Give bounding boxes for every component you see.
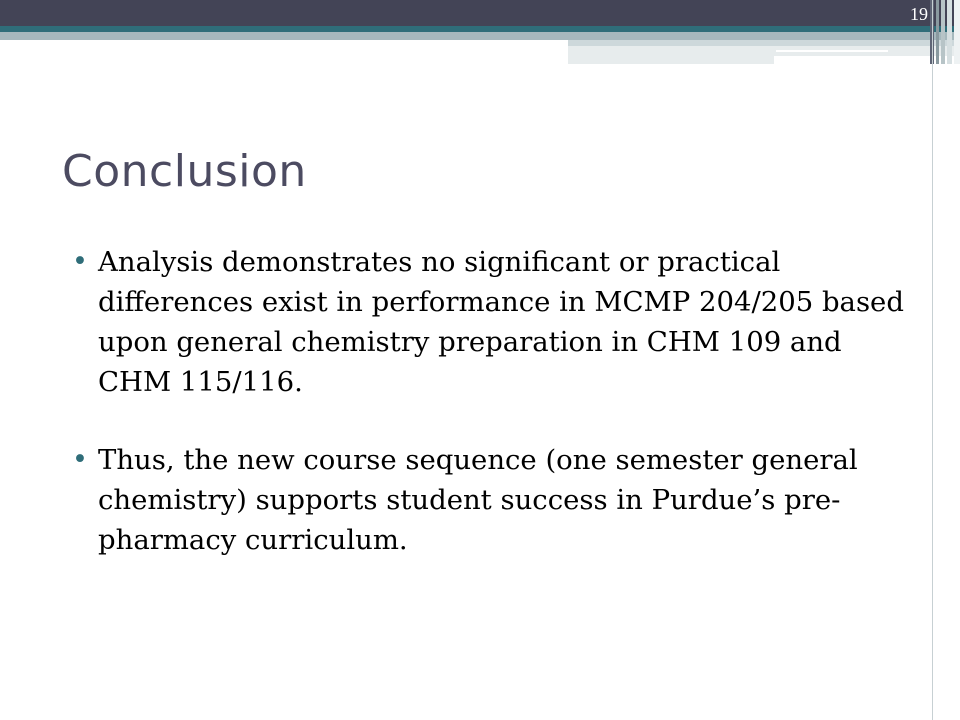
- bullet-item: [70, 242, 910, 402]
- header-thin-line: [776, 50, 888, 52]
- corner-stripe: [954, 0, 960, 64]
- header-bar: [0, 0, 960, 26]
- page-number: 19: [910, 4, 928, 24]
- bullet-text: Analysis demonstrates no significant or practical differences exist in performance in MCMP 204/205 based upon general chemistry preparation in CHM 109 and CHM 115/116.: [98, 246, 904, 398]
- right-margin-line: [932, 0, 933, 720]
- header-grey-stripe: [0, 32, 960, 40]
- bullet-item: [70, 440, 910, 560]
- bullet-list: [70, 242, 910, 598]
- header-light-stripe-2: [568, 46, 960, 56]
- bullet-icon: •: [72, 444, 88, 475]
- bullet-icon: •: [72, 246, 88, 277]
- slide-title: Conclusion: [62, 146, 307, 197]
- corner-stripe: [947, 0, 952, 64]
- bullet-text: Thus, the new course sequence (one semester general chemistry) supports student success in Purdue’s pre-pharmacy curriculum.: [98, 444, 858, 556]
- header-light-stripe-3: [568, 56, 774, 64]
- corner-stripe: [936, 0, 939, 64]
- corner-stripe: [941, 0, 945, 64]
